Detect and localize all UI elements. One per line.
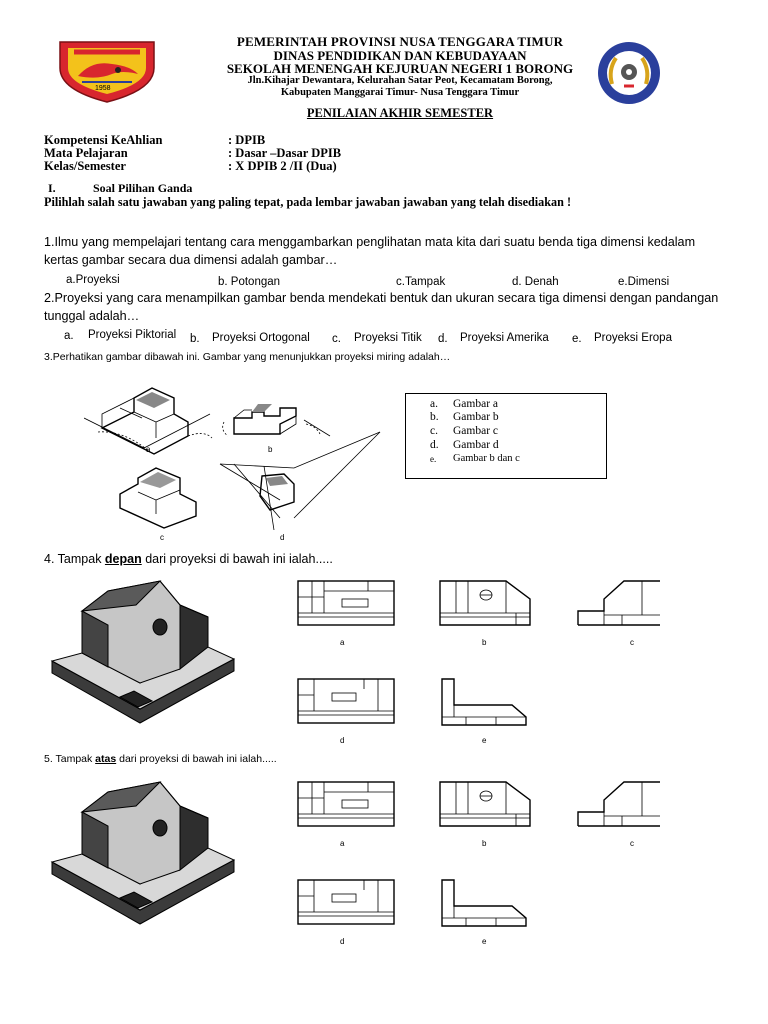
- q4-view-b: [440, 581, 530, 625]
- q3-projection-figure: [84, 368, 384, 544]
- q2-option-c: Proyeksi Titik: [354, 332, 422, 344]
- q3-option-a: Gambar a: [453, 398, 499, 410]
- meta-value-competency: : DPIB: [228, 133, 266, 147]
- q5-label-d: d: [340, 937, 345, 946]
- header-line-address: Jln.Kihajar Dewantara, Kelurahan Satar Peot, Kecamatam Borong,: [247, 75, 553, 86]
- header-line-province: PEMERINTAH PROVINSI NUSA TENGGARA TIMUR: [236, 34, 564, 49]
- q5-keyword: atas: [95, 753, 117, 765]
- q2-option-a-letter: a.: [64, 330, 74, 342]
- q4-label-b: b: [482, 638, 487, 647]
- q2-option-e: Proyeksi Eropa: [594, 332, 672, 344]
- meta-label-class: Kelas/Semester: [44, 159, 126, 173]
- q2-option-c-letter: c.: [332, 333, 341, 345]
- q2-option-a: Proyeksi Piktorial: [88, 329, 177, 341]
- header-line-regency: Kabupaten Manggarai Timur- Nusa Tenggara Timur: [280, 87, 520, 98]
- question-3: 3.Perhatikan gambar dibawah ini. Gambar yang menunjukkan proyeksi miring adalah…: [44, 351, 451, 363]
- q5-label-c: c: [630, 839, 634, 848]
- q4-view-d: [298, 679, 394, 723]
- q4-view-c: [578, 581, 660, 625]
- q2-option-e-letter: e.: [572, 333, 582, 345]
- q4-label-d: d: [340, 736, 345, 745]
- q3-option-c-letter: c.: [430, 425, 438, 437]
- q1-option-d: d. Denah: [512, 276, 559, 288]
- q5-view-a: [298, 782, 394, 826]
- q3-figure-c: [120, 468, 196, 528]
- q3-figure-d: [220, 432, 380, 530]
- question-1: 1.Ilmu yang mempelajari tentang cara menggambarkan penglihatan mata kita dari suatu benda tiga dimensi kedalam kertas gambar secara dua dimensi adalah gambar…: [44, 235, 696, 267]
- q3-option-c: Gambar c: [453, 425, 499, 437]
- q4-label-a: a: [340, 638, 345, 647]
- province-logo: [52, 34, 162, 104]
- q1-option-e: e.Dimensi: [618, 276, 670, 288]
- q3-option-e: Gambar b dan c: [453, 453, 520, 464]
- q4-label-e: e: [482, 736, 487, 745]
- q5-label-b: b: [482, 839, 487, 848]
- page-title: PENILAIAN AKHIR SEMESTER: [306, 106, 494, 120]
- q4-view-e: [442, 679, 526, 725]
- header-line-department: DINAS PENDIDIKAN DAN KEBUDAYAAN: [273, 48, 527, 63]
- q3-fig-label-c: c: [160, 533, 164, 542]
- q4-label-c: c: [630, 638, 634, 647]
- q4-isometric-object: [48, 575, 238, 735]
- q3-option-d: Gambar d: [453, 439, 499, 451]
- question-4: 4. Tampak depan dari proyeksi di bawah ini ialah.....: [44, 552, 333, 566]
- q5-view-e: [442, 880, 526, 926]
- q3-fig-label-d: d: [280, 533, 285, 542]
- q2-option-b-letter: b.: [190, 333, 200, 345]
- q3-option-e-letter: e.: [430, 454, 437, 464]
- q2-option-d: Proyeksi Amerika: [460, 332, 549, 344]
- q5-isometric-object: [48, 776, 238, 936]
- meta-label-competency: Kompetensi KeAhlian: [44, 133, 163, 147]
- q5-label-a: a: [340, 839, 345, 848]
- q3-option-b-letter: b.: [430, 411, 439, 423]
- q3-option-d-letter: d.: [430, 439, 439, 451]
- q1-option-a: a.Proyeksi: [66, 274, 120, 286]
- question-2: 2.Proyeksi yang cara menampilkan gambar benda mendekati bentuk dan ukuran secara tiga dimensi dengan pandangan tunggal adalah…: [44, 291, 719, 323]
- q4-keyword: depan: [104, 552, 142, 566]
- meta-label-subject: Mata Pelajaran: [44, 146, 128, 160]
- q5-view-b: [440, 782, 530, 826]
- q2-option-b: Proyeksi Ortogonal: [212, 332, 310, 344]
- section-title: Soal Pilihan Ganda: [93, 181, 193, 195]
- q3-option-b: Gambar b: [453, 411, 499, 423]
- q3-fig-label-a: a: [146, 445, 151, 454]
- header-line-school: SEKOLAH MENENGAH KEJURUAN NEGERI 1 BORONG: [226, 61, 574, 76]
- meta-value-subject: : Dasar –Dasar DPIB: [228, 146, 342, 160]
- question-5: 5. Tampak atas dari proyeksi di bawah ini ialah.....: [44, 753, 277, 765]
- section-number: I.: [48, 181, 56, 195]
- meta-value-class: : X DPIB 2 /II (Dua): [228, 159, 337, 173]
- logo-year: 1958: [95, 85, 111, 92]
- q5-view-options: [290, 776, 660, 951]
- q5-view-c: [578, 782, 660, 826]
- q3-figure-b: [223, 404, 330, 436]
- q5-label-e: e: [482, 937, 487, 946]
- q1-option-c: c.Tampak: [396, 276, 446, 288]
- q2-option-d-letter: d.: [438, 333, 448, 345]
- q3-option-a-letter: a.: [430, 398, 438, 410]
- q4-view-options: [290, 575, 660, 750]
- q5-view-d: [298, 880, 394, 924]
- q1-option-b: b. Potongan: [218, 276, 281, 288]
- q4-view-a: [298, 581, 394, 625]
- section-instruction: Pilihlah salah satu jawaban yang paling tepat, pada lembar jawaban jawaban yang telah disediakan !: [44, 195, 571, 209]
- q3-fig-label-b: b: [268, 445, 273, 454]
